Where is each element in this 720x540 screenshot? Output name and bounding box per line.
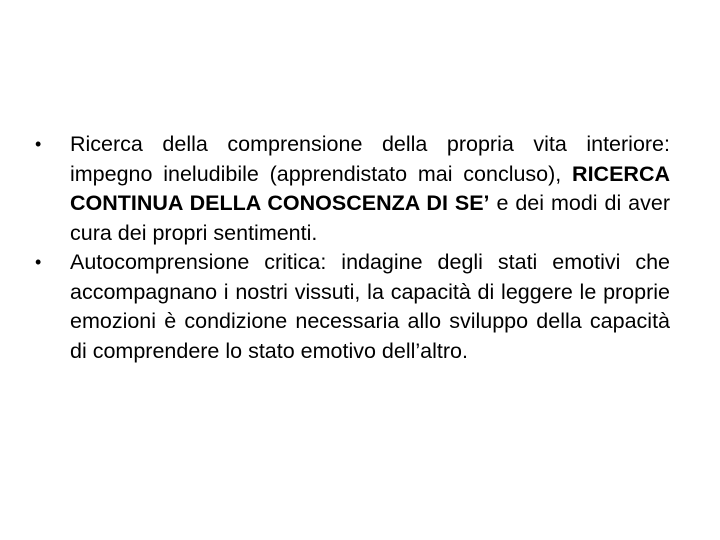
bullet-list — [35, 130, 670, 366]
bullet-marker: • — [35, 134, 42, 154]
bullet-text-conclusion: e dei modi di aver cura dei propri sentimenti. — [70, 191, 670, 245]
bullet-item-self-knowledge — [35, 130, 670, 248]
bullet-text-emphasis: RICERCA CONTINUA DELLA CONOSCENZA DI SE’ — [70, 161, 670, 215]
bullet-text: Autocomprensione critica: indagine degli stati emotivi che accompagnano i nostri vissuti, la capacità di leggere le proprie emozioni è condizione necessaria allo sviluppo della capacità di comprendere lo stato emotivo dell’altro. — [70, 250, 670, 363]
bullet-item-self-understanding — [35, 248, 670, 366]
bullet-marker: • — [35, 252, 42, 272]
bullet-text-intro: Ricerca della comprensione della propria vita interiore: impegno ineludibile (apprendistato mai concluso), — [70, 132, 670, 186]
